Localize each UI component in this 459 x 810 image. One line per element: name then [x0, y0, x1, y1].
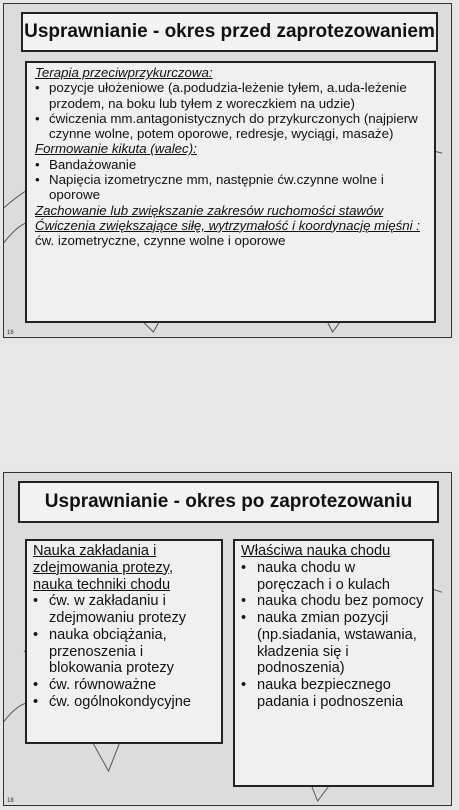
- list-item: • pozycje ułożeniowe (a.podudzia-leżenie tyłem, a.uda-leżenie przodem, na boku lub tyłem z woreczkiem na udzie): [35, 80, 426, 111]
- list-item: • Napięcia izometryczne mm, następnie ćw.czynne wolne i oporowe: [35, 172, 426, 203]
- list-item: • ćwiczenia mm.antagonistycznych do przykurczonych (najpierw czynne wolne, potem oporowe, redresje, wyciągi, masaże): [35, 111, 426, 142]
- right-list: [241, 560, 426, 711]
- left-column-heading: Nauka zakładania i zdejmowania protezy, nauka techniki chodu: [33, 543, 174, 593]
- list-item: • nauka chodu w poręczach i o kulach: [241, 560, 426, 594]
- section-heading-stump: Formowanie kikuta (walec):: [35, 141, 197, 157]
- list-item: • ćw. ogólnokondycyjne: [33, 694, 215, 711]
- exercise-text: ćw. izometryczne, czynne wolne i oporowe: [35, 233, 286, 249]
- list-item: • nauka zmian pozycji (np.siadania, wstawania, kładzenia się i podnoszenia): [241, 610, 426, 677]
- list-item: • Bandażowanie: [35, 157, 426, 172]
- slide-1: [3, 3, 452, 338]
- slide-1-title: Usprawnianie - okres przed zaprotezowaniem: [21, 12, 438, 52]
- right-column: [233, 539, 434, 787]
- left-column: [25, 539, 223, 744]
- exercise-line: [35, 218, 426, 249]
- slide-2: [3, 472, 452, 806]
- section-heading-range: Zachowanie lub zwiększanie zakresów ruchomości stawów: [35, 202, 384, 218]
- right-column-heading: Właściwa nauka chodu: [241, 543, 391, 559]
- page-number: 16: [7, 330, 14, 336]
- list-item: • nauka bezpiecznego padania i podnoszenia: [241, 677, 426, 711]
- list-item: • ćw. równoważne: [33, 677, 215, 694]
- therapy-list: [35, 80, 426, 141]
- section-heading-strength: Ćwiczenia zwiększające siłę, wytrzymałość i koordynację mięśni :: [35, 217, 420, 233]
- stump-list: [35, 157, 426, 203]
- page-number: 18: [7, 798, 14, 804]
- slide-2-title: Usprawnianie - okres po zaprotezowaniu: [18, 481, 439, 523]
- left-list: [33, 593, 215, 710]
- slide-1-content: [25, 61, 436, 323]
- list-item: • nauka obciążania, przenoszenia i blokowania protezy: [33, 627, 215, 677]
- list-item: • ćw. w zakładaniu i zdejmowaniu protezy: [33, 593, 215, 627]
- page-gap: [0, 345, 459, 465]
- section-heading-therapy: Terapia przeciwprzykurczowa:: [35, 65, 213, 80]
- list-item: • nauka chodu bez pomocy: [241, 593, 426, 610]
